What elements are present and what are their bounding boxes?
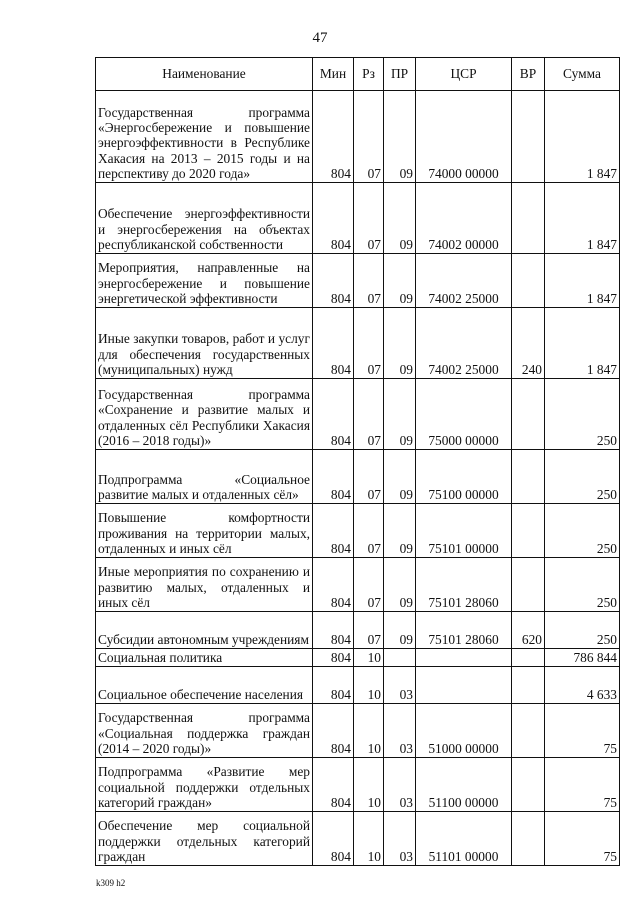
row-pr: 03: [384, 758, 416, 812]
row-min: 804: [313, 379, 354, 450]
table-row: [96, 667, 620, 704]
row-pr: 09: [384, 254, 416, 308]
row-name: Иные мероприятия по сохранению и развитию малых, отдаленных и иных сёл: [96, 558, 313, 612]
row-csr: 51000 00000: [416, 704, 512, 758]
row-rz: 07: [354, 379, 384, 450]
row-name: Подпрограмма «Социальное развитие малых и отдаленных сёл»: [96, 450, 313, 504]
row-vr: 240: [512, 308, 545, 379]
row-name: Подпрограмма «Развитие мер социальной поддержки отдельных категорий граждан»: [96, 758, 313, 812]
row-rz: 07: [354, 612, 384, 649]
row-name: Мероприятия, направленные на энергосбережение и повышение энергетической эффективности: [96, 254, 313, 308]
row-pr: 09: [384, 183, 416, 254]
row-sum: 75: [545, 704, 620, 758]
row-csr: 75101 28060: [416, 558, 512, 612]
row-pr: 09: [384, 91, 416, 183]
table-row: [96, 379, 620, 450]
row-min: 804: [313, 504, 354, 558]
row-min: 804: [313, 667, 354, 704]
row-rz: 10: [354, 649, 384, 667]
row-csr: [416, 649, 512, 667]
column-header-pr: ПР: [384, 58, 416, 91]
table-row: [96, 612, 620, 649]
row-sum: 75: [545, 812, 620, 866]
row-pr: 09: [384, 308, 416, 379]
row-pr: [384, 649, 416, 667]
row-csr: 74002 00000: [416, 183, 512, 254]
row-name: Социальная политика: [96, 649, 313, 667]
row-sum: 4 633: [545, 667, 620, 704]
row-vr: [512, 254, 545, 308]
row-vr: 620: [512, 612, 545, 649]
row-min: 804: [313, 91, 354, 183]
row-min: 804: [313, 704, 354, 758]
column-header-vr: ВР: [512, 58, 545, 91]
row-min: 804: [313, 308, 354, 379]
row-name: Государственная программа «Сохранение и развитие малых и отдаленных сёл Республики Хакасия (2016 – 2018 годы)»: [96, 379, 313, 450]
row-min: 804: [313, 183, 354, 254]
column-header-csr: ЦСР: [416, 58, 512, 91]
row-csr: 75101 00000: [416, 504, 512, 558]
table-row: [96, 183, 620, 254]
row-sum: 75: [545, 758, 620, 812]
row-rz: 07: [354, 254, 384, 308]
row-sum: 1 847: [545, 254, 620, 308]
row-vr: [512, 379, 545, 450]
row-vr: [512, 558, 545, 612]
row-csr: 51101 00000: [416, 812, 512, 866]
row-sum: 1 847: [545, 183, 620, 254]
row-rz: 10: [354, 704, 384, 758]
row-name: Государственная программа «Энергосбережение и повышение энергоэффективности в Республике Хакасия на 2013 – 2015 годы и на перспективу до 2020 года»: [96, 91, 313, 183]
table-row: [96, 758, 620, 812]
row-sum: 250: [545, 504, 620, 558]
row-sum: 1 847: [545, 308, 620, 379]
row-name: Государственная программа «Социальная поддержка граждан (2014 – 2020 годы)»: [96, 704, 313, 758]
table-row: [96, 812, 620, 866]
row-rz: 07: [354, 308, 384, 379]
column-header-min: Мин: [313, 58, 354, 91]
row-vr: [512, 704, 545, 758]
row-csr: 74002 25000: [416, 254, 512, 308]
row-rz: 07: [354, 504, 384, 558]
row-rz: 10: [354, 667, 384, 704]
row-vr: [512, 812, 545, 866]
row-pr: 09: [384, 379, 416, 450]
table-row: [96, 450, 620, 504]
row-pr: 09: [384, 612, 416, 649]
row-rz: 07: [354, 558, 384, 612]
row-pr: 09: [384, 558, 416, 612]
row-vr: [512, 649, 545, 667]
row-min: 804: [313, 649, 354, 667]
document-footer-code: k309 h2: [96, 878, 126, 888]
row-name: Субсидии автономным учреждениям: [96, 612, 313, 649]
row-vr: [512, 758, 545, 812]
row-vr: [512, 450, 545, 504]
budget-table: [95, 57, 620, 866]
page-number: 47: [312, 30, 328, 46]
row-pr: 03: [384, 704, 416, 758]
row-pr: 03: [384, 812, 416, 866]
row-sum: 250: [545, 379, 620, 450]
row-min: 804: [313, 612, 354, 649]
table-row: [96, 91, 620, 183]
table-row: [96, 504, 620, 558]
table-header-row: [96, 58, 620, 91]
row-min: 804: [313, 812, 354, 866]
row-csr: 74000 00000: [416, 91, 512, 183]
row-min: 804: [313, 254, 354, 308]
row-name: Социальное обеспечение населения: [96, 667, 313, 704]
column-header-rz: Рз: [354, 58, 384, 91]
row-min: 804: [313, 758, 354, 812]
row-rz: 07: [354, 450, 384, 504]
table-row: [96, 704, 620, 758]
column-header-sum: Сумма: [545, 58, 620, 91]
row-vr: [512, 667, 545, 704]
row-vr: [512, 91, 545, 183]
row-sum: 250: [545, 612, 620, 649]
row-sum: 250: [545, 450, 620, 504]
row-rz: 10: [354, 758, 384, 812]
row-rz: 07: [354, 91, 384, 183]
row-min: 804: [313, 558, 354, 612]
row-sum: 786 844: [545, 649, 620, 667]
row-pr: 09: [384, 450, 416, 504]
row-name: Иные закупки товаров, работ и услуг для обеспечения государственных (муниципальных) нужд: [96, 308, 313, 379]
row-sum: 250: [545, 558, 620, 612]
row-pr: 03: [384, 667, 416, 704]
row-name: Повышение комфортности проживания на территории малых, отдаленных и иных сёл: [96, 504, 313, 558]
row-csr: 74002 25000: [416, 308, 512, 379]
row-sum: 1 847: [545, 91, 620, 183]
row-csr: 75100 00000: [416, 450, 512, 504]
table-row: [96, 254, 620, 308]
row-csr: [416, 667, 512, 704]
table-row: [96, 649, 620, 667]
table-row: [96, 558, 620, 612]
row-name: Обеспечение мер социальной поддержки отдельных категорий граждан: [96, 812, 313, 866]
row-vr: [512, 183, 545, 254]
row-min: 804: [313, 450, 354, 504]
row-vr: [512, 504, 545, 558]
row-rz: 07: [354, 183, 384, 254]
column-header-name: Наименование: [96, 58, 313, 91]
table-row: [96, 308, 620, 379]
row-csr: 75101 28060: [416, 612, 512, 649]
row-name: Обеспечение энергоэффективности и энергосбережения на объектах республиканской собственности: [96, 183, 313, 254]
row-rz: 10: [354, 812, 384, 866]
row-csr: 51100 00000: [416, 758, 512, 812]
row-csr: 75000 00000: [416, 379, 512, 450]
row-pr: 09: [384, 504, 416, 558]
